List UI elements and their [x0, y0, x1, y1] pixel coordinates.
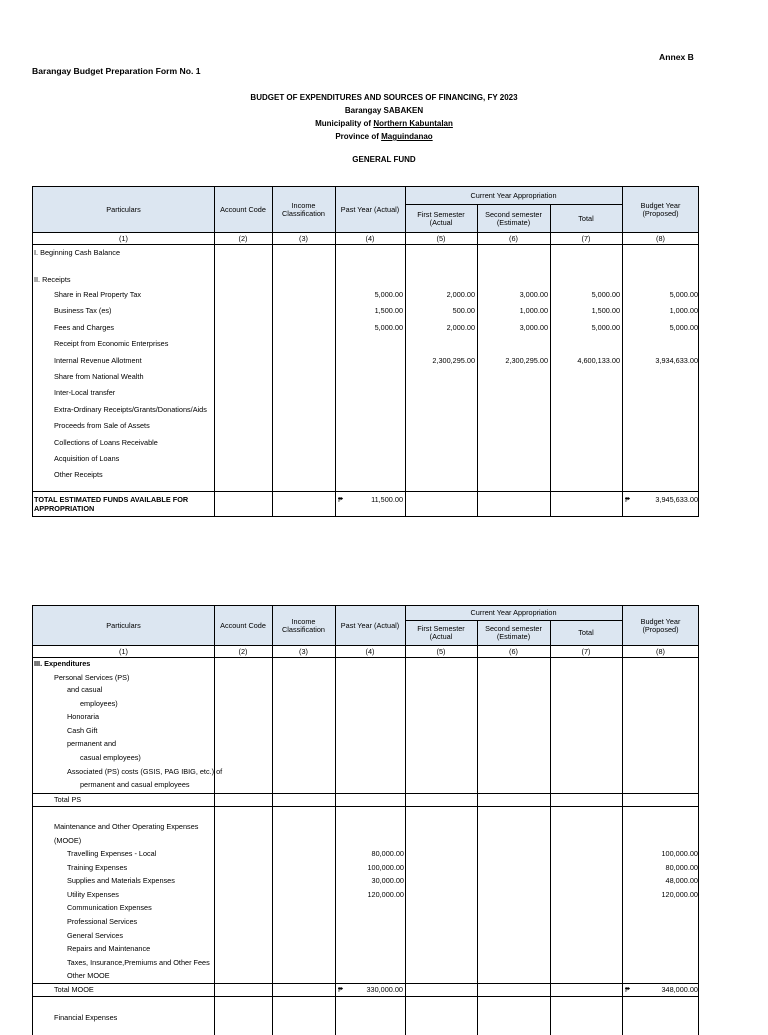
municipality-name: Northern Kabuntalan [373, 119, 453, 128]
cell-total: 1,500.00 [591, 306, 620, 316]
cell-budget: 80,000.00 [665, 862, 698, 872]
cell-second: 3,000.00 [519, 290, 548, 299]
col-number: (7) [581, 647, 591, 656]
row-label: Repairs and Maintenance [67, 944, 151, 954]
row-label: Financial Expenses [54, 1013, 118, 1022]
row-label: Communication Expenses [67, 903, 152, 913]
row-label: (MOOE) [54, 836, 82, 845]
col-account-code: Account Code [220, 621, 266, 630]
cell-second: 1,000.00 [519, 306, 548, 316]
row-label: III. Expenditures [34, 659, 91, 668]
annex-label: Annex B [659, 52, 694, 62]
column-numbers-row [33, 233, 698, 245]
col-number: (5) [436, 234, 446, 243]
row-label: permanent and [67, 739, 117, 749]
row-label: Total MOOE [54, 985, 94, 994]
col-number: (2) [238, 234, 248, 243]
col-number: (1) [119, 647, 128, 656]
row-label: General Services [67, 930, 123, 940]
cell-first: 2,000.00 [446, 322, 475, 332]
col-number: (1) [119, 234, 128, 243]
row-label: Collections of Loans Receivable [54, 437, 158, 447]
row-label: Personal Services (PS) [54, 673, 130, 682]
cell-total: 5,000.00 [591, 322, 620, 332]
row-label: and casual [67, 685, 103, 694]
cell-first: 2,300,295.00 [432, 355, 475, 365]
row-label: Supplies and Materials Expenses [67, 876, 175, 886]
row-label: Inter-Local transfer [54, 388, 116, 398]
col-past-year: Past Year (Actual) [340, 205, 400, 214]
cell-budget: 48,000.00 [665, 876, 698, 886]
column-numbers-row [33, 646, 698, 658]
total-mooe-past: 330,000.00 [366, 985, 403, 994]
col-number: (6) [509, 234, 518, 243]
cell-past: 30,000.00 [371, 876, 404, 886]
col-number: (8) [656, 234, 665, 243]
row-label: Honoraria [67, 712, 100, 722]
total-funds-label: TOTAL ESTIMATED FUNDS AVAILABLE FOR APPROPRIATION [34, 495, 189, 513]
row-label: Travelling Expenses - Local [67, 849, 157, 858]
row-label: Professional Services [67, 917, 138, 926]
cell-budget: 3,934,633.00 [655, 355, 698, 365]
cell-past: 1,500.00 [374, 306, 403, 316]
row-label: Total PS [54, 795, 82, 804]
province-prefix: Province of [335, 132, 382, 141]
budget-title: BUDGET OF EXPENDITURES AND SOURCES OF FINANCING, FY 2023 [250, 93, 518, 102]
cell-total: 5,000.00 [591, 290, 620, 299]
col-particulars: Particulars [106, 621, 141, 630]
row-label: Taxes, Insurance,Premiums and Other Fees [67, 957, 210, 967]
row-label: Extra-Ordinary Receipts/Grants/Donations/Aids [54, 404, 207, 414]
peso-sign: ₱ [338, 495, 343, 504]
row-label: Receipt from Economic Enterprises [54, 339, 169, 349]
row-label: Business Tax (es) [54, 306, 112, 316]
row-label: Cash Gift [67, 725, 98, 735]
row-label: Utility Expenses [67, 889, 119, 899]
col-income-classification: Income Classification [282, 617, 325, 634]
col-particulars: Particulars [106, 205, 141, 214]
row-label: II. Receipts [34, 275, 71, 284]
col-account-code: Account Code [220, 205, 266, 214]
cell-second: 3,000.00 [519, 322, 548, 332]
col-number: (7) [581, 234, 591, 243]
cell-budget: 100,000.00 [661, 849, 698, 858]
cell-budget: 5,000.00 [669, 290, 698, 299]
cell-past: 5,000.00 [374, 290, 403, 299]
receipts-table [32, 186, 699, 517]
row-label: Training Expenses [67, 862, 128, 872]
total-past-year: 11,500.00 [371, 495, 403, 504]
row-label: Associated (PS) costs (GSIS, PAG IBIG, etc.) of [67, 766, 223, 776]
cell-second: 2,300,295.00 [505, 355, 548, 365]
peso-sign: ₱ [625, 985, 630, 994]
cell-past: 5,000.00 [374, 322, 403, 332]
cell-first: 2,000.00 [446, 290, 475, 299]
municipality-prefix: Municipality of [315, 119, 374, 128]
peso-sign: ₱ [338, 985, 343, 994]
col-number: (4) [365, 647, 375, 656]
col-number: (5) [436, 647, 446, 656]
col-current-year: Current Year Appropriation [470, 190, 557, 200]
cell-past: 120,000.00 [367, 889, 404, 899]
col-second-semester: Second semester (Estimate) [485, 624, 542, 641]
row-label: Other MOOE [67, 971, 110, 981]
barangay-name: Barangay SABAKEN [344, 106, 424, 115]
col-first-semester: First Semester (Actual [417, 624, 465, 641]
col-budget-year: Budget Year (Proposed) [640, 201, 681, 218]
row-label: Other Receipts [54, 470, 103, 480]
municipality-line [0, 117, 768, 130]
row-label: Internal Revenue Allotment [54, 355, 142, 365]
col-number: (4) [365, 234, 375, 243]
col-first-semester: First Semester (Actual [417, 209, 465, 227]
province-line [0, 130, 768, 143]
expenditures-table [32, 605, 699, 1035]
row-label: Share in Real Property Tax [54, 290, 142, 299]
row-label: Proceeds from Sale of Assets [54, 421, 150, 431]
row-label: Acquisition of Loans [54, 454, 120, 463]
col-income-classification: Income Classification [282, 201, 325, 218]
row-label: Maintenance and Other Operating Expenses [54, 822, 199, 831]
col-total: Total [578, 213, 594, 223]
col-current-year: Current Year Appropriation [470, 608, 557, 617]
col-budget-year: Budget Year (Proposed) [640, 617, 681, 634]
cell-budget: 120,000.00 [661, 889, 698, 899]
cell-budget: 1,000.00 [669, 306, 698, 316]
cell-past: 80,000.00 [371, 849, 404, 858]
document-heading [0, 91, 768, 166]
col-number: (3) [299, 647, 308, 656]
cell-total: 4,600,133.00 [577, 355, 620, 365]
row-label: employees) [80, 698, 118, 708]
cell-budget: 5,000.00 [669, 322, 698, 332]
cell-first: 500.00 [452, 306, 475, 316]
col-past-year: Past Year (Actual) [340, 621, 400, 630]
col-number: (6) [509, 647, 518, 656]
cell-past: 100,000.00 [367, 862, 404, 872]
col-second-semester: Second semester (Estimate) [485, 209, 542, 227]
row-label: Fees and Charges [54, 322, 115, 332]
peso-sign: ₱ [625, 495, 630, 504]
fund-label: GENERAL FUND [352, 155, 416, 164]
row-label: casual employees) [80, 753, 141, 762]
col-number: (8) [656, 647, 665, 656]
row-label: I. Beginning Cash Balance [34, 248, 120, 257]
col-number: (3) [299, 234, 308, 243]
total-mooe-budget: 348,000.00 [661, 985, 698, 994]
row-label: permanent and casual employees [80, 780, 190, 790]
province-name: Maguindanao [381, 132, 433, 141]
col-number: (2) [238, 647, 248, 656]
col-total: Total [578, 628, 594, 637]
total-budget-year: 3,945,633.00 [655, 495, 698, 504]
form-title: Barangay Budget Preparation Form No. 1 [32, 66, 201, 76]
row-label: Share from National Wealth [54, 372, 144, 381]
